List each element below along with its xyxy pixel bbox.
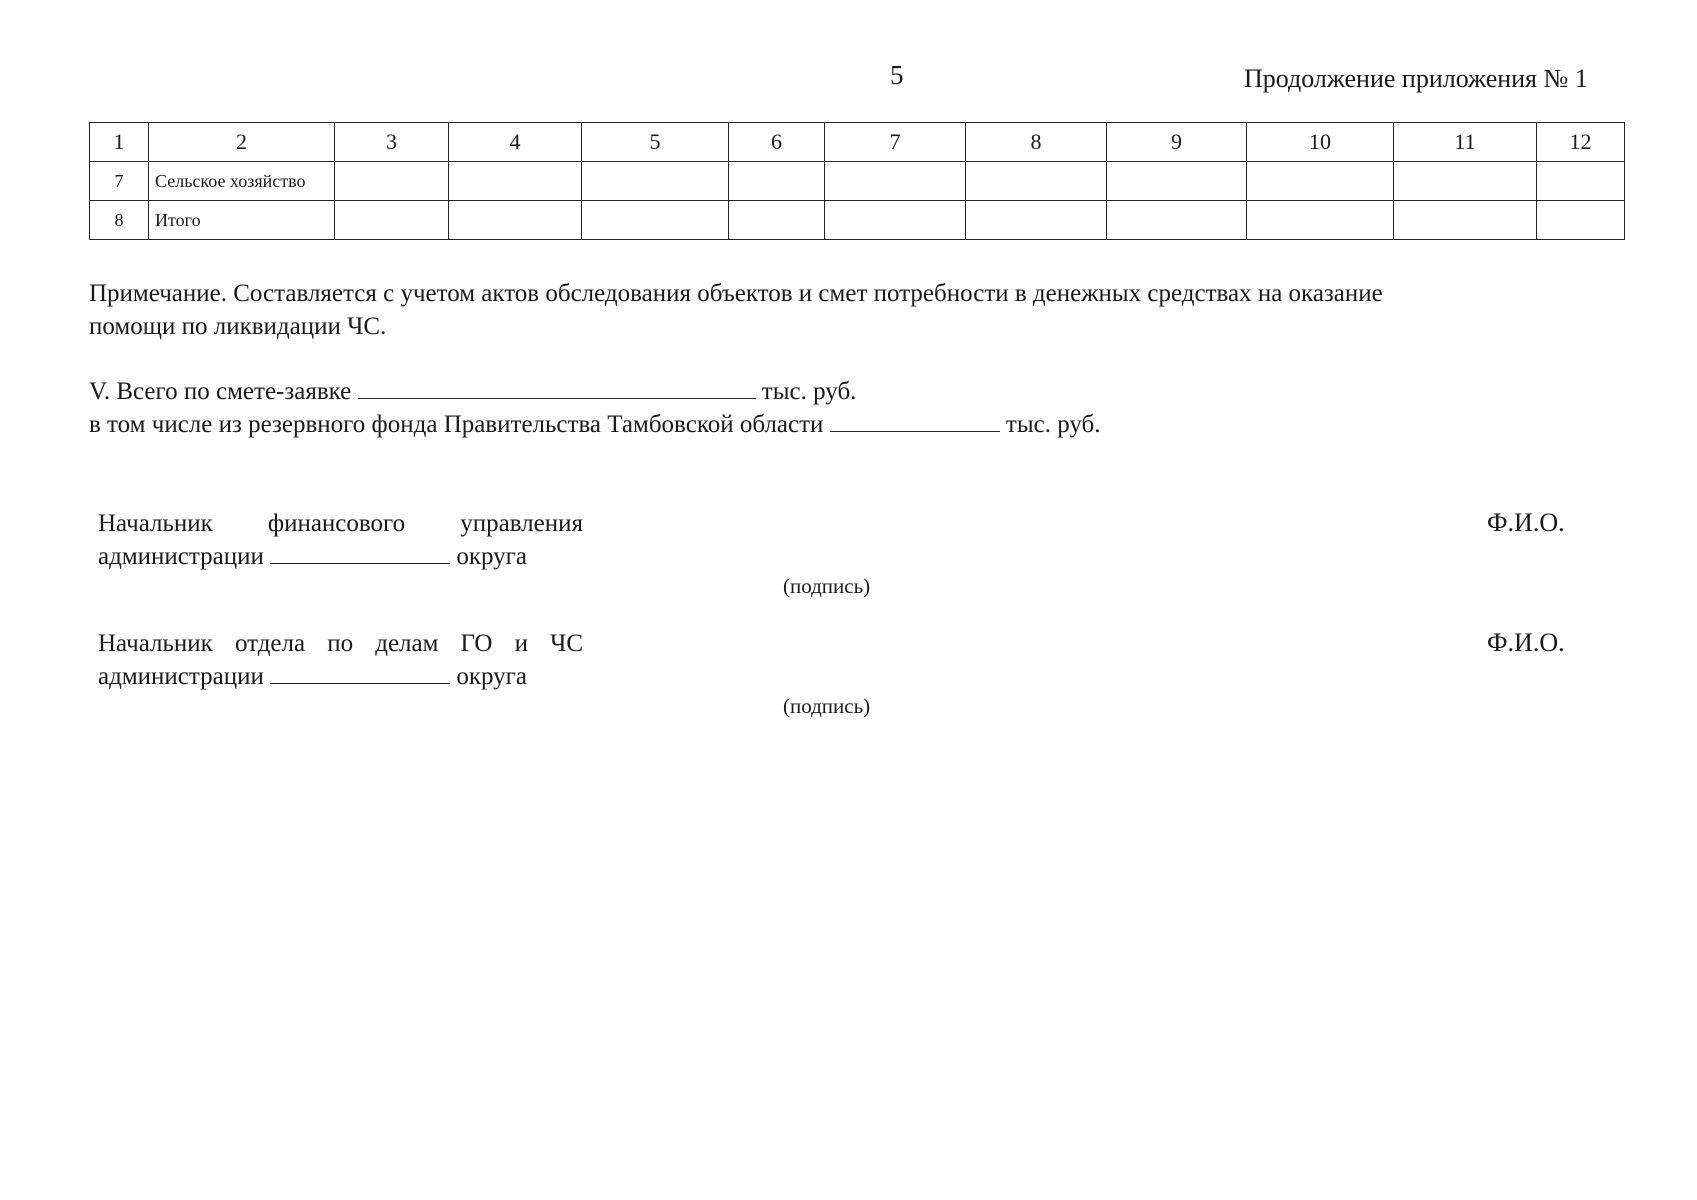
- table-cell: [335, 162, 449, 201]
- column-header: 1: [90, 123, 149, 162]
- district-field[interactable]: [270, 541, 450, 564]
- table-cell: [1537, 201, 1625, 240]
- column-header: 6: [729, 123, 825, 162]
- signature-caption: (подпись): [783, 574, 871, 598]
- signature-prefix: администрации: [98, 663, 264, 690]
- reserve-line: [89, 409, 1101, 439]
- table-cell: [825, 201, 966, 240]
- column-header: 8: [966, 123, 1107, 162]
- table-cell: [1107, 201, 1247, 240]
- table-cell: [1537, 162, 1625, 201]
- column-header: 9: [1107, 123, 1247, 162]
- reserve-unit: тыс. руб.: [1005, 411, 1101, 438]
- note-paragraph: [89, 277, 1617, 343]
- table-row: [90, 201, 1625, 240]
- table-cell: [1107, 162, 1247, 201]
- table-row: [90, 162, 1625, 201]
- column-header: 4: [449, 123, 582, 162]
- column-header: 7: [825, 123, 966, 162]
- table-cell: [1394, 201, 1537, 240]
- table-cell: [449, 162, 582, 201]
- total-label: V. Всего по смете-заявке: [89, 378, 352, 405]
- column-header: 3: [335, 123, 449, 162]
- signature-title-line: Начальник финансового управления: [98, 510, 583, 537]
- table-cell: [825, 162, 966, 201]
- total-unit: тыс. руб.: [761, 378, 857, 405]
- table-cell: [966, 201, 1107, 240]
- district-field[interactable]: [270, 661, 450, 684]
- signature-caption: (подпись): [783, 694, 871, 718]
- page-number: 5: [890, 60, 904, 90]
- row-number: 8: [90, 201, 149, 240]
- table-cell: [729, 162, 825, 201]
- signature-title-line: Начальник отдела по делам ГО и ЧС: [98, 630, 583, 657]
- total-amount-field[interactable]: [358, 376, 756, 399]
- column-header: 12: [1537, 123, 1625, 162]
- column-header: 10: [1247, 123, 1394, 162]
- table-cell: [449, 201, 582, 240]
- row-name: Сельское хозяйство: [149, 162, 335, 201]
- row-number: 7: [90, 162, 149, 201]
- note-line-1: Примечание. Составляется с учетом актов обследования объектов и смет потребности в денежных средствах на оказание: [89, 280, 1383, 307]
- signature-suffix: округа: [456, 663, 528, 690]
- table-cell: [1247, 162, 1394, 201]
- column-header: 11: [1394, 123, 1537, 162]
- note-line-2: помощи по ликвидации ЧС.: [89, 313, 387, 340]
- table-cell: [1247, 201, 1394, 240]
- table-cell: [966, 162, 1107, 201]
- name-label: Ф.И.О.: [1487, 628, 1565, 657]
- continuation-label: Продолжение приложения № 1: [1244, 64, 1588, 93]
- signature-line-2: [98, 660, 583, 693]
- signature-suffix: округа: [456, 543, 528, 570]
- row-name: Итого: [149, 201, 335, 240]
- table-cell: [582, 162, 729, 201]
- signature-line-2: [98, 540, 583, 573]
- table-header-row: [90, 123, 1625, 162]
- column-header: 2: [149, 123, 335, 162]
- table-cell: [729, 201, 825, 240]
- data-table: [89, 122, 1625, 240]
- table-cell: [335, 201, 449, 240]
- signature-block-finance: [98, 507, 583, 573]
- total-line: [89, 376, 856, 406]
- signature-block-civil-defense: [98, 627, 583, 693]
- column-header: 5: [582, 123, 729, 162]
- reserve-label: в том числе из резервного фонда Правительства Тамбовской области: [89, 411, 824, 438]
- table-cell: [582, 201, 729, 240]
- signature-prefix: администрации: [98, 543, 264, 570]
- table-cell: [1394, 162, 1537, 201]
- name-label: Ф.И.О.: [1487, 508, 1565, 537]
- reserve-amount-field[interactable]: [830, 409, 1000, 432]
